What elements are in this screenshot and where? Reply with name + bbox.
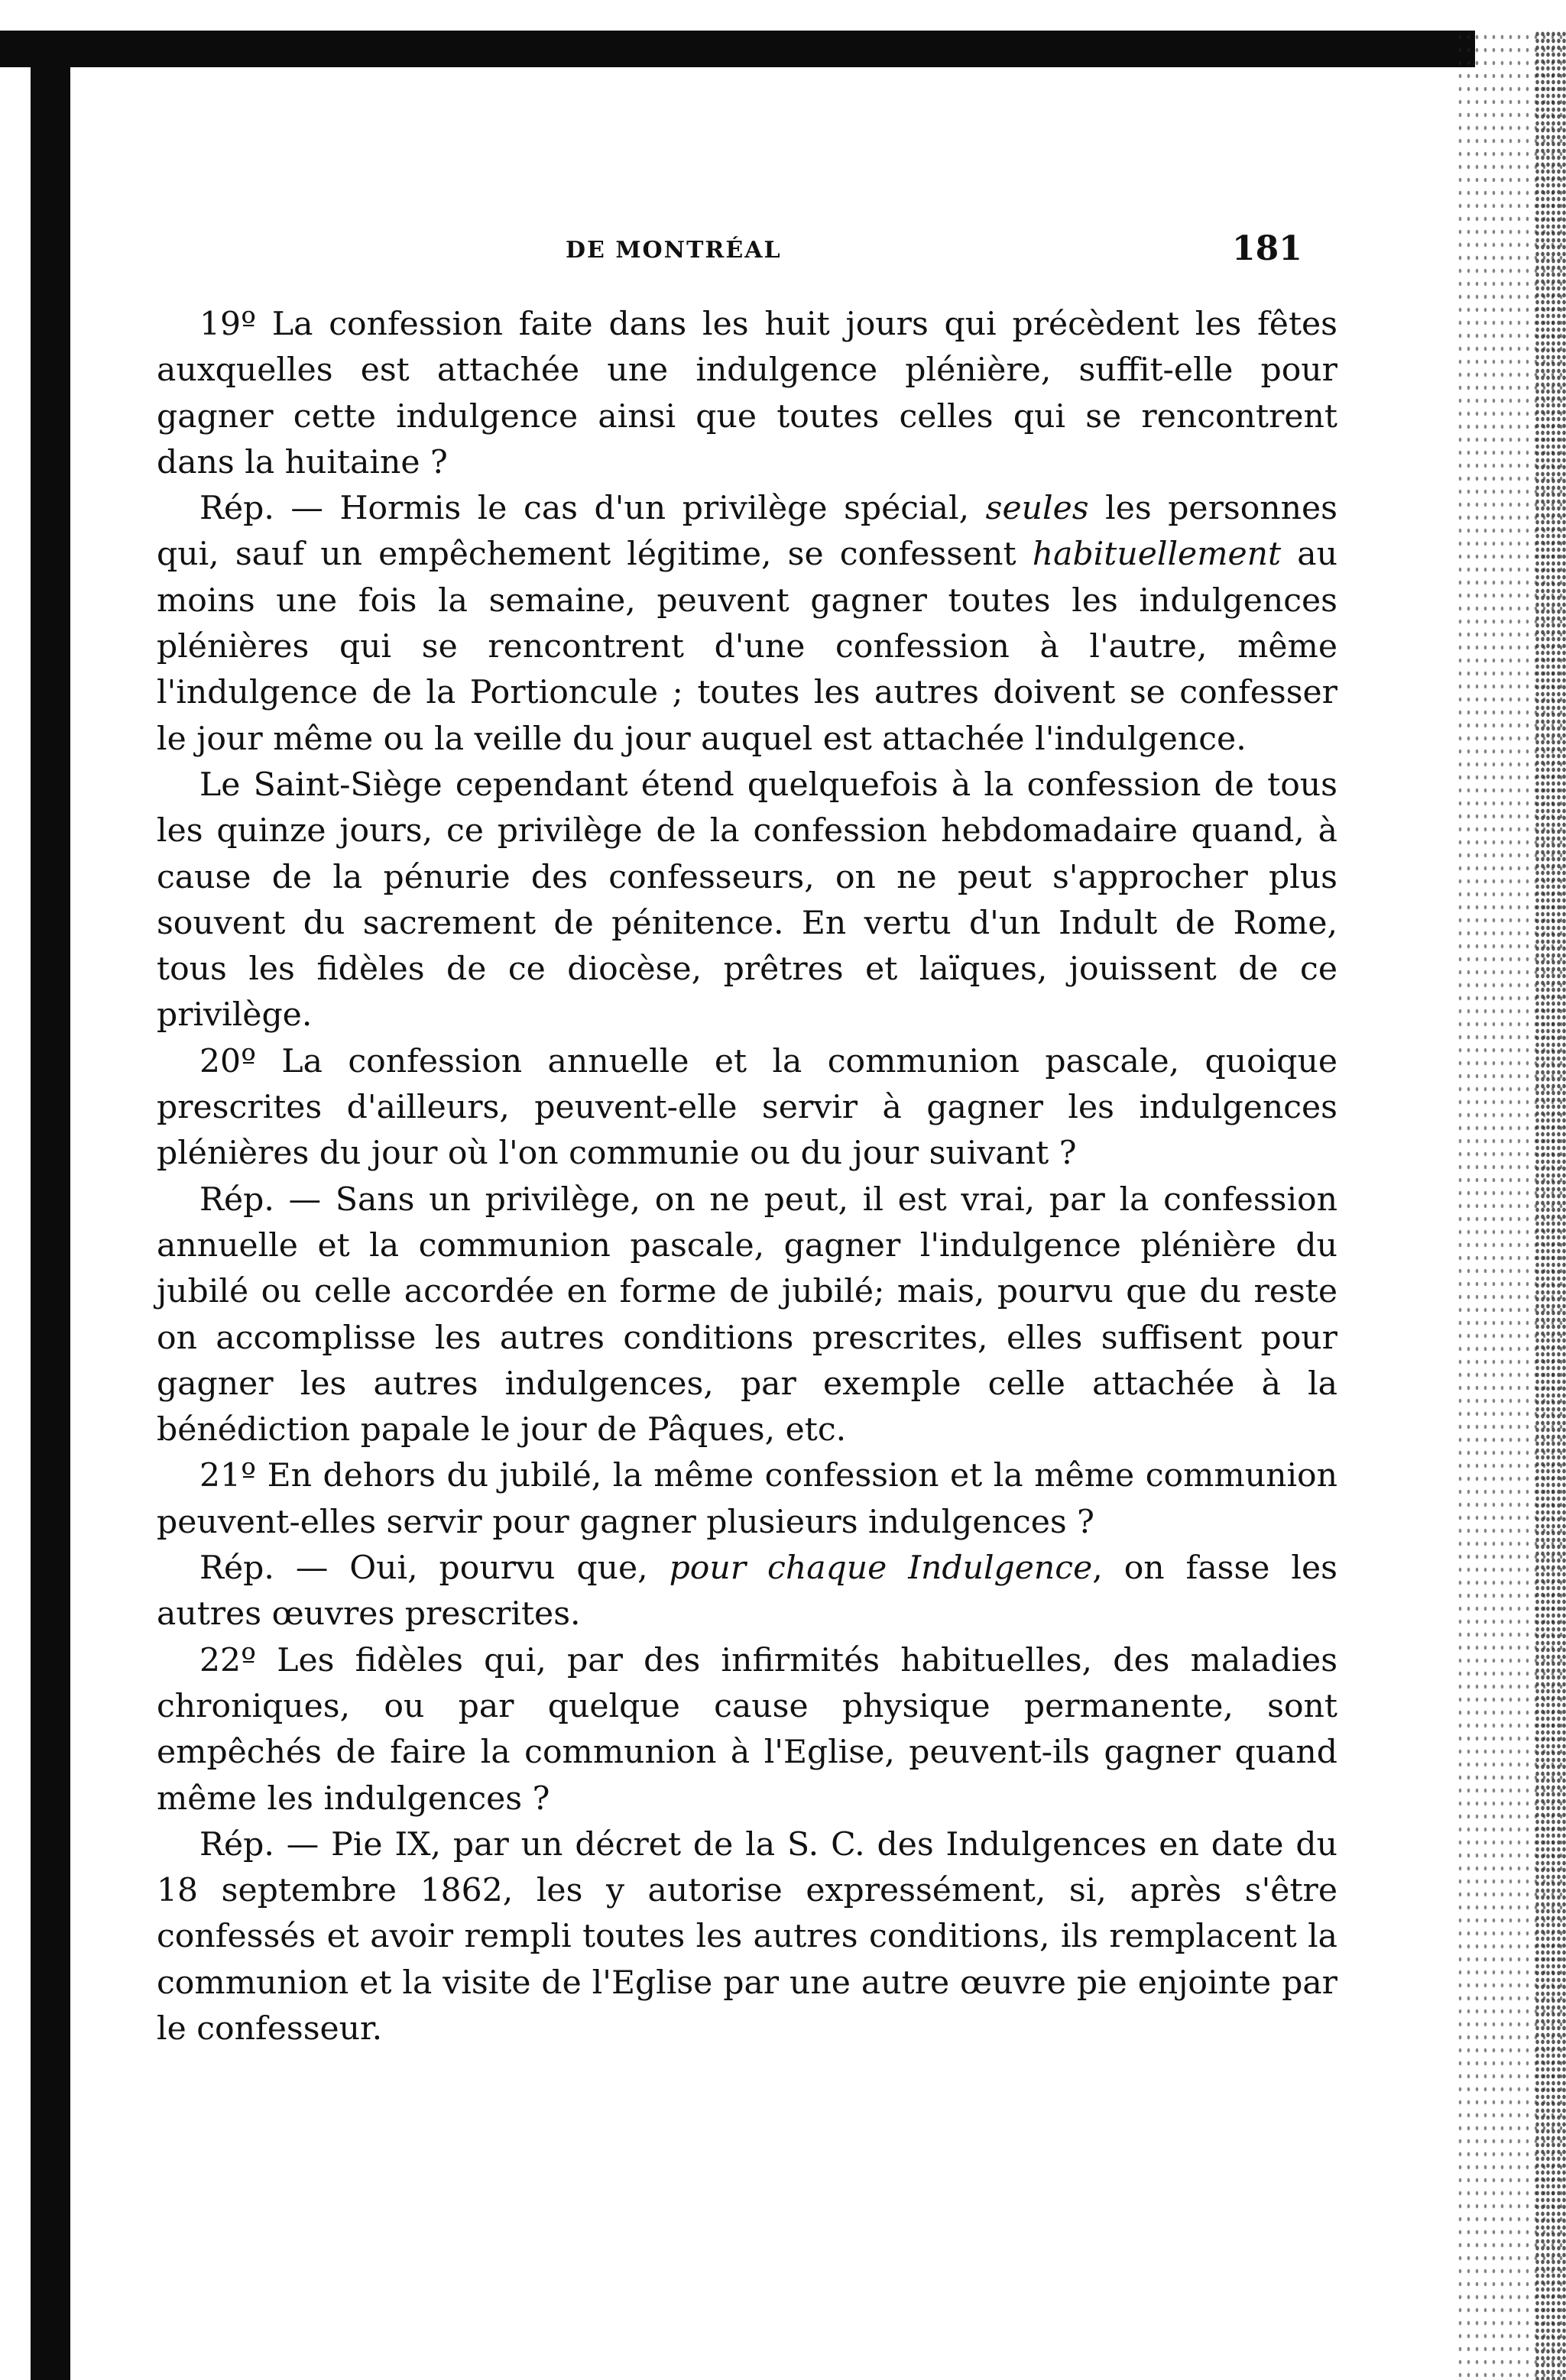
text-run: au moins une fois la semaine, peuvent gagner toutes les indulgences plénières qui se rencontrent d'une confession à l'autre, même l'indulgence de la Portioncule ; toutes les autres doivent se confesser le jour même ou la veille du jour auquel est attachée l'indulgence. — [157, 536, 1337, 758]
paragraph-answer-20 — [157, 1177, 1337, 1454]
paragraph-question-21 — [157, 1453, 1337, 1546]
paragraph-question-22 — [157, 1638, 1337, 1822]
text-run: 19º La confession faite dans les huit jours qui précèdent les fêtes auxquelles est attachée une indulgence plénière, suffit-elle pour gagner cette indulgence ainsi que toutes celles qui se rencontrent dans la huitaine ? — [157, 306, 1337, 481]
text-run: 22º Les fidèles qui, par des infirmités habituelles, des maladies chroniques, ou par quelque cause physique permanente, sont empêchés de faire la communion à l'Eglise, peuvent-ils gagner quand même les indulgences ? — [157, 1641, 1337, 1818]
text-run: Rép. — Sans un privilège, on ne peut, il est vrai, par la confession annuelle et la communion pascale, gagner l'indulgence plénière du jubilé ou celle accordée en forme de jubilé; mais, pourvu que du reste on accomplisse les autres conditions prescrites, elles suffisent pour gagner les autres indulgences, par exemple celle attachée à la bénédiction papale le jour de Pâques, etc. — [157, 1180, 1337, 1449]
text-run: 21º En dehors du jubilé, la même confession et la même communion peuvent-elles servir pour gagner plusieurs indulgences ? — [157, 1457, 1337, 1541]
text-run: Le Saint-Siège cependant étend quelquefois à la confession de tous les quinze jours, ce privilège de la confession hebdomadaire quand, à cause de la pénurie des confesseurs, on ne peut s'approcher plus souvent du sacrement de pénitence. En vertu d'un Indult de Rome, tous les fidèles de ce diocèse, prêtres et laïques, jouissent de ce privilège. — [157, 766, 1337, 1035]
paragraph-question-19 — [157, 302, 1337, 486]
italic-run: habituellement — [1032, 536, 1282, 574]
paragraph-note-19 — [157, 763, 1337, 1039]
text-run: Rép. — Hormis le cas d'un privilège spécial, — [199, 490, 986, 528]
paragraph-question-20 — [157, 1039, 1337, 1177]
text-run: 20º La confession annuelle et la communion pascale, quoique prescrites d'ailleurs, peuvent-elle servir à gagner les indulgences plénières du jour où l'on communie ou du jour suivant ? — [157, 1042, 1337, 1173]
text-run: Rép. — Oui, pourvu que, — [199, 1549, 670, 1588]
page-body — [157, 302, 1337, 2052]
paragraph-answer-22 — [157, 1822, 1337, 2052]
running-head: DE MONTRÉAL — [566, 237, 782, 264]
text-run: , on fasse les autres œuvres prescrites. — [157, 1549, 1337, 1634]
scan-top-border — [0, 31, 1475, 67]
text-run: les personnes qui, sauf un empêchement légitime, se confessent — [157, 490, 1337, 574]
italic-run: pour chaque Indulgence — [669, 1549, 1093, 1588]
scan-left-border — [31, 31, 70, 2380]
paragraph-answer-21 — [157, 1546, 1337, 1638]
italic-run: seules — [985, 490, 1089, 528]
paragraph-answer-19 — [157, 486, 1337, 763]
scan-right-edge — [1535, 31, 1566, 2380]
text-run: Rép. — Pie IX, par un décret de la S. C. des Indulgences en date du 18 septembre 1862, les y autorise expressément, si, après s'être confessés et avoir rempli toutes les autres conditions, ils remplacent la communion et la visite de l'Eglise par une autre œuvre pie enjointe par le confesseur. — [157, 1825, 1337, 2048]
page-number: 181 — [1232, 229, 1302, 268]
